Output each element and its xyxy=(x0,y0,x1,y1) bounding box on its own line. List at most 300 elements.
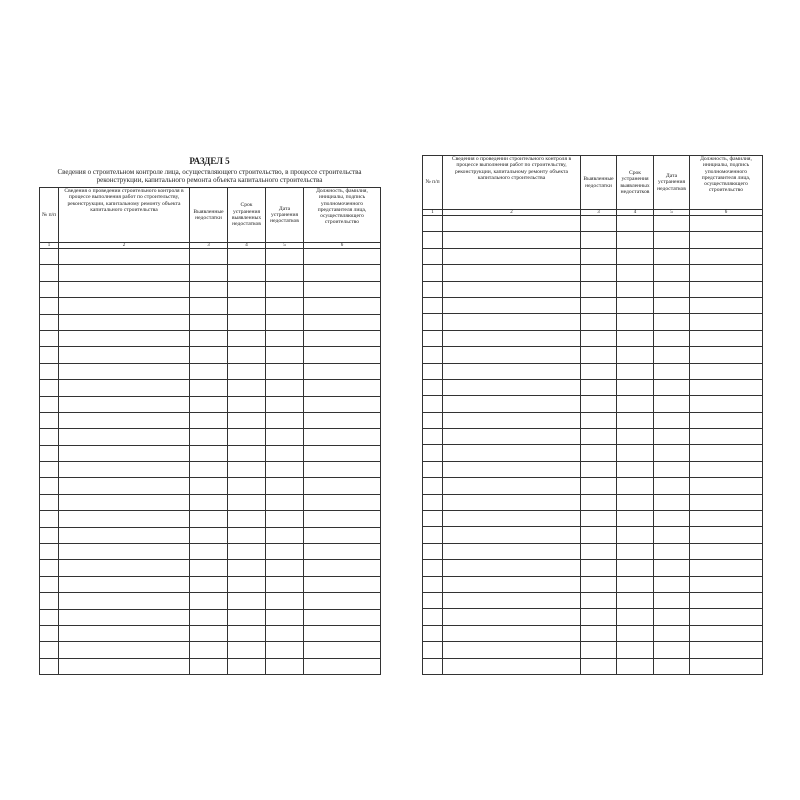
table-cell xyxy=(654,347,690,363)
table-cell xyxy=(266,363,304,379)
table-cell xyxy=(617,330,654,346)
table-cell xyxy=(423,609,443,625)
table-row xyxy=(40,314,381,330)
table-cell xyxy=(266,576,304,592)
table-cell xyxy=(617,281,654,297)
table-cell xyxy=(228,560,266,576)
table-cell xyxy=(266,478,304,494)
table-cell xyxy=(423,281,443,297)
table-cell xyxy=(228,314,266,330)
table-cell xyxy=(690,363,763,379)
table-cell xyxy=(304,625,381,641)
table-cell xyxy=(617,560,654,576)
table-cell xyxy=(40,396,59,412)
left-page xyxy=(39,150,380,675)
table-cell xyxy=(617,297,654,313)
table-row xyxy=(40,347,381,363)
table-cell xyxy=(304,593,381,609)
table-row xyxy=(40,544,381,560)
table-cell xyxy=(617,461,654,477)
table-cell xyxy=(443,248,581,264)
table-row xyxy=(40,363,381,379)
column-number: 6 xyxy=(304,243,381,249)
table-cell xyxy=(654,576,690,592)
table-cell xyxy=(228,281,266,297)
col-header-fix-date: Дата устранения недостатков xyxy=(654,156,690,210)
table-cell xyxy=(443,560,581,576)
table-cell xyxy=(59,560,190,576)
table-cell xyxy=(581,445,617,461)
table-cell xyxy=(266,527,304,543)
table-cell xyxy=(228,412,266,428)
table-cell xyxy=(690,511,763,527)
table-cell xyxy=(654,478,690,494)
table-cell xyxy=(423,494,443,510)
column-number: 4 xyxy=(228,243,266,249)
table-cell xyxy=(581,314,617,330)
table-cell xyxy=(617,248,654,264)
table-cell xyxy=(443,527,581,543)
table-cell xyxy=(423,445,443,461)
table-cell xyxy=(690,297,763,313)
table-cell xyxy=(581,379,617,395)
table-cell xyxy=(266,642,304,658)
table-cell xyxy=(690,592,763,608)
column-number: 2 xyxy=(59,243,190,249)
table-cell xyxy=(59,330,190,346)
table-cell xyxy=(690,216,763,232)
table-cell xyxy=(190,265,228,281)
col-header-control-info: Сведения о проведении строительного контроля в процессе выполнения работ по строительству, реконструкции, капитальному ремонту объекта капитального строительства xyxy=(443,156,581,210)
table-cell xyxy=(443,478,581,494)
table-cell xyxy=(304,544,381,560)
table-cell xyxy=(228,462,266,478)
column-number: 1 xyxy=(40,243,59,249)
table-cell xyxy=(266,265,304,281)
table-cell xyxy=(617,642,654,658)
table-cell xyxy=(581,494,617,510)
table-cell xyxy=(443,543,581,559)
table-row xyxy=(40,478,381,494)
table-cell xyxy=(654,658,690,674)
table-cell xyxy=(690,494,763,510)
table-cell xyxy=(59,478,190,494)
table-cell xyxy=(581,543,617,559)
table-cell xyxy=(228,609,266,625)
table-cell xyxy=(443,396,581,412)
table-cell xyxy=(190,478,228,494)
table-row xyxy=(40,396,381,412)
table-cell xyxy=(59,265,190,281)
right-page xyxy=(422,150,762,675)
col-header-defects: Выявленные недостатки xyxy=(581,156,617,210)
table-cell xyxy=(690,478,763,494)
table-cell xyxy=(581,232,617,248)
table-cell xyxy=(617,609,654,625)
table-cell xyxy=(59,412,190,428)
table-row xyxy=(423,248,763,264)
table-cell xyxy=(59,494,190,510)
table-cell xyxy=(617,478,654,494)
column-number: 5 xyxy=(654,210,690,216)
table-cell xyxy=(654,232,690,248)
table-cell xyxy=(304,380,381,396)
table-cell xyxy=(617,232,654,248)
table-cell xyxy=(581,396,617,412)
table-cell xyxy=(654,429,690,445)
table-cell xyxy=(40,625,59,641)
table-cell xyxy=(443,511,581,527)
table-cell xyxy=(423,429,443,445)
table-cell xyxy=(228,658,266,674)
table-cell xyxy=(654,363,690,379)
table-cell xyxy=(40,609,59,625)
table-cell xyxy=(690,543,763,559)
table-cell xyxy=(443,412,581,428)
table-cell xyxy=(581,527,617,543)
col-header-number: № п/п xyxy=(40,188,59,243)
table-cell xyxy=(40,314,59,330)
table-cell xyxy=(59,429,190,445)
table-cell xyxy=(423,658,443,674)
table-cell xyxy=(581,248,617,264)
table-row xyxy=(40,527,381,543)
column-number: 3 xyxy=(581,210,617,216)
table-cell xyxy=(423,330,443,346)
table-cell xyxy=(443,461,581,477)
table-cell xyxy=(654,216,690,232)
column-number: 1 xyxy=(423,210,443,216)
table-cell xyxy=(40,544,59,560)
table-cell xyxy=(443,445,581,461)
table-row xyxy=(40,609,381,625)
table-cell xyxy=(228,511,266,527)
table-cell xyxy=(304,445,381,461)
table-cell xyxy=(443,494,581,510)
table-cell xyxy=(40,642,59,658)
table-row xyxy=(423,543,763,559)
table-cell xyxy=(654,560,690,576)
table-cell xyxy=(581,330,617,346)
table-row xyxy=(423,478,763,494)
table-cell xyxy=(40,298,59,314)
table-cell xyxy=(654,527,690,543)
table-cell xyxy=(581,592,617,608)
table-cell xyxy=(40,249,59,265)
table-row xyxy=(423,396,763,412)
table-cell xyxy=(190,380,228,396)
table-cell xyxy=(423,297,443,313)
table-cell xyxy=(423,625,443,641)
table-row xyxy=(423,592,763,608)
table-row xyxy=(40,462,381,478)
table-cell xyxy=(190,347,228,363)
table-row xyxy=(40,625,381,641)
table-cell xyxy=(40,478,59,494)
table-cell xyxy=(190,642,228,658)
table-row xyxy=(423,363,763,379)
table-cell xyxy=(304,494,381,510)
table-cell xyxy=(423,576,443,592)
table-cell xyxy=(40,462,59,478)
col-header-deadline: Срок устранения выявленных недостатков xyxy=(617,156,654,210)
table-row xyxy=(40,560,381,576)
table-cell xyxy=(423,379,443,395)
table-cell xyxy=(59,281,190,297)
table-cell xyxy=(423,216,443,232)
table-cell xyxy=(654,330,690,346)
table-cell xyxy=(581,216,617,232)
table-cell xyxy=(423,642,443,658)
column-number: 2 xyxy=(443,210,581,216)
table-cell xyxy=(304,281,381,297)
table-cell xyxy=(59,380,190,396)
table-cell xyxy=(190,445,228,461)
table-cell xyxy=(266,494,304,510)
table-cell xyxy=(190,511,228,527)
table-row xyxy=(40,593,381,609)
table-cell xyxy=(443,232,581,248)
table-cell xyxy=(654,625,690,641)
table-cell xyxy=(266,462,304,478)
table-cell xyxy=(304,462,381,478)
table-cell xyxy=(228,544,266,560)
table-cell xyxy=(581,265,617,281)
table-cell xyxy=(190,494,228,510)
table-cell xyxy=(443,265,581,281)
table-cell xyxy=(266,396,304,412)
table-cell xyxy=(40,494,59,510)
table-cell xyxy=(40,658,59,674)
table-cell xyxy=(443,609,581,625)
table-cell xyxy=(581,658,617,674)
table-cell xyxy=(690,445,763,461)
table-cell xyxy=(617,494,654,510)
table-row xyxy=(423,461,763,477)
table-cell xyxy=(40,347,59,363)
table-cell xyxy=(654,412,690,428)
table-cell xyxy=(581,461,617,477)
table-cell xyxy=(581,363,617,379)
table-cell xyxy=(40,527,59,543)
table-cell xyxy=(228,380,266,396)
table-cell xyxy=(190,249,228,265)
table-cell xyxy=(266,347,304,363)
table-cell xyxy=(228,642,266,658)
table-cell xyxy=(443,347,581,363)
table-cell xyxy=(581,625,617,641)
table-cell xyxy=(228,363,266,379)
table-row xyxy=(40,249,381,265)
table-cell xyxy=(617,396,654,412)
table-cell xyxy=(59,544,190,560)
table-cell xyxy=(59,249,190,265)
table-cell xyxy=(443,429,581,445)
table-cell xyxy=(617,429,654,445)
table-cell xyxy=(304,363,381,379)
table-cell xyxy=(690,412,763,428)
table-row xyxy=(40,642,381,658)
table-cell xyxy=(690,429,763,445)
table-cell xyxy=(40,330,59,346)
table-row xyxy=(40,281,381,297)
col-header-number: № п/п xyxy=(423,156,443,210)
table-cell xyxy=(304,658,381,674)
table-cell xyxy=(304,609,381,625)
table-cell xyxy=(690,248,763,264)
table-cell xyxy=(59,298,190,314)
table-cell xyxy=(40,380,59,396)
table-row xyxy=(423,216,763,232)
table-cell xyxy=(423,511,443,527)
table-cell xyxy=(40,593,59,609)
table-cell xyxy=(423,248,443,264)
table-cell xyxy=(690,625,763,641)
col-header-signature: Должность, фамилия, инициалы, подпись уполномоченного представителя лица, осуществляющего строительство xyxy=(690,156,763,210)
table-cell xyxy=(266,281,304,297)
table-cell xyxy=(690,314,763,330)
table-row xyxy=(423,297,763,313)
table-cell xyxy=(423,265,443,281)
table-cell xyxy=(190,593,228,609)
table-cell xyxy=(59,396,190,412)
table-cell xyxy=(190,429,228,445)
table-cell xyxy=(423,543,443,559)
table-cell xyxy=(190,625,228,641)
table-cell xyxy=(266,544,304,560)
table-cell xyxy=(617,543,654,559)
table-cell xyxy=(59,609,190,625)
table-cell xyxy=(304,560,381,576)
table-cell xyxy=(617,625,654,641)
table-cell xyxy=(228,265,266,281)
table-cell xyxy=(190,330,228,346)
table-cell xyxy=(654,609,690,625)
column-number: 5 xyxy=(266,243,304,249)
table-cell xyxy=(228,429,266,445)
table-cell xyxy=(617,379,654,395)
table-cell xyxy=(190,658,228,674)
table-cell xyxy=(617,314,654,330)
table-cell xyxy=(690,265,763,281)
table-row xyxy=(423,511,763,527)
table-cell xyxy=(190,560,228,576)
table-cell xyxy=(40,412,59,428)
table-cell xyxy=(654,379,690,395)
table-cell xyxy=(654,461,690,477)
control-journal-table xyxy=(39,187,381,675)
table-cell xyxy=(59,658,190,674)
table-cell xyxy=(581,281,617,297)
table-row xyxy=(423,445,763,461)
table-cell xyxy=(40,511,59,527)
table-row xyxy=(40,380,381,396)
table-cell xyxy=(581,347,617,363)
table-cell xyxy=(266,511,304,527)
table-cell xyxy=(654,445,690,461)
table-cell xyxy=(59,527,190,543)
table-cell xyxy=(690,560,763,576)
table-cell xyxy=(654,494,690,510)
table-cell xyxy=(581,576,617,592)
table-cell xyxy=(617,658,654,674)
table-cell xyxy=(228,494,266,510)
column-number: 3 xyxy=(190,243,228,249)
table-cell xyxy=(581,560,617,576)
table-cell xyxy=(304,298,381,314)
table-row xyxy=(423,232,763,248)
table-cell xyxy=(228,593,266,609)
table-cell xyxy=(59,462,190,478)
table-cell xyxy=(304,642,381,658)
table-cell xyxy=(654,396,690,412)
table-cell xyxy=(40,560,59,576)
table-cell xyxy=(228,625,266,641)
table-cell xyxy=(190,576,228,592)
table-cell xyxy=(304,330,381,346)
table-cell xyxy=(690,658,763,674)
table-cell xyxy=(304,576,381,592)
table-cell xyxy=(266,445,304,461)
table-cell xyxy=(443,363,581,379)
table-cell xyxy=(59,511,190,527)
table-cell xyxy=(654,297,690,313)
table-row xyxy=(423,330,763,346)
table-cell xyxy=(228,330,266,346)
table-cell xyxy=(304,527,381,543)
table-cell xyxy=(423,527,443,543)
table-row xyxy=(40,511,381,527)
table-cell xyxy=(654,511,690,527)
table-cell xyxy=(690,281,763,297)
table-cell xyxy=(40,265,59,281)
table-cell xyxy=(423,314,443,330)
table-row xyxy=(423,412,763,428)
table-cell xyxy=(40,363,59,379)
table-cell xyxy=(423,478,443,494)
table-cell xyxy=(423,461,443,477)
table-cell xyxy=(617,265,654,281)
table-cell xyxy=(304,412,381,428)
table-cell xyxy=(266,298,304,314)
table-row xyxy=(423,494,763,510)
table-cell xyxy=(423,363,443,379)
table-row xyxy=(40,429,381,445)
table-cell xyxy=(40,445,59,461)
table-cell xyxy=(443,658,581,674)
table-row xyxy=(423,379,763,395)
table-row xyxy=(423,265,763,281)
col-header-fix-date: Дата устранения недостатков xyxy=(266,188,304,243)
table-cell xyxy=(304,265,381,281)
table-cell xyxy=(443,642,581,658)
table-cell xyxy=(304,429,381,445)
table-cell xyxy=(190,462,228,478)
table-cell xyxy=(443,379,581,395)
table-row xyxy=(423,429,763,445)
table-cell xyxy=(228,576,266,592)
table-cell xyxy=(228,478,266,494)
col-header-control-info: Сведения о проведении строительного контроля в процессе выполнения работ по строительству, реконструкции, капитальному ремонту объекта капитального строительства xyxy=(59,188,190,243)
column-number: 6 xyxy=(690,210,763,216)
table-cell xyxy=(423,560,443,576)
table-cell xyxy=(190,544,228,560)
table-cell xyxy=(690,330,763,346)
table-cell xyxy=(617,592,654,608)
table-row xyxy=(40,576,381,592)
control-journal-table-continued xyxy=(422,155,763,675)
table-cell xyxy=(617,527,654,543)
